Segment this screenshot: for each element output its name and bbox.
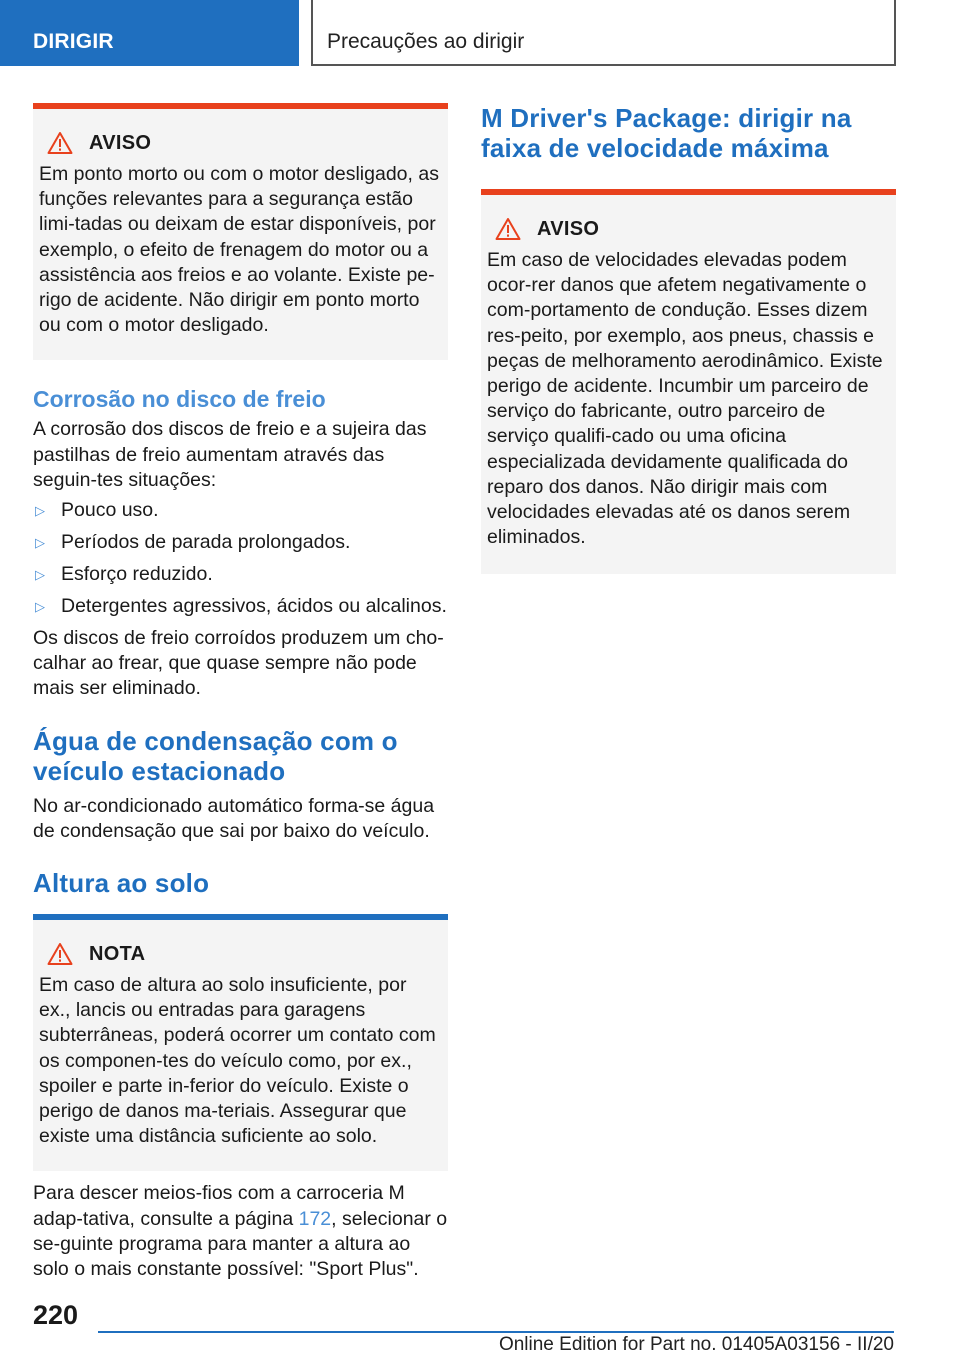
warning-header xyxy=(39,131,442,155)
warning-triangle-icon xyxy=(47,131,73,155)
list-item: ▷ Períodos de parada prolongados. xyxy=(35,531,351,554)
ground-clearance-paragraph: Para descer meios-fios com a carroceria M adap-tativa, consulte a página 172, selecionar o se-guinte programa para manter a altura ao solo o mais constante possível: "Sport Plus". xyxy=(33,1182,448,1281)
warning-box-neutral xyxy=(33,103,448,360)
page-number: 220 xyxy=(33,1300,79,1330)
note-box xyxy=(33,914,448,1171)
triangle-bullet-icon: ▷ xyxy=(35,503,45,519)
right-column xyxy=(481,103,896,574)
corrosion-list xyxy=(33,498,448,619)
page-reference-link[interactable]: 172 xyxy=(298,1207,332,1230)
left-column xyxy=(33,103,448,1282)
corrosion-intro: A corrosão dos discos de freio e a sujeira das pastilhas de freio aumentam através das seguin-tes situações: xyxy=(33,418,427,491)
chapter-tab xyxy=(0,0,299,66)
driver-package-heading: M Driver's Package: dirigir na faixa de velocidade máxima xyxy=(481,103,852,163)
warning-text: Em ponto morto ou com o motor desligado, as funções relevantes para a segurança estão limi-tadas ou deixam de estar disponíveis, por exemplo, o efeito de frenagem do motor ou a assistência aos freios e ao volante. Existe pe-rigo de acidente. Não dirigir em ponto morto ou com o motor desligado. xyxy=(39,163,439,337)
footer-divider xyxy=(98,1331,894,1333)
warning-label: AVISO xyxy=(537,217,600,240)
section-title: Precauções ao dirigir xyxy=(327,30,525,53)
ground-clearance-heading: Altura ao solo xyxy=(33,868,210,899)
list-item: ▷ Pouco uso. xyxy=(35,499,159,522)
triangle-bullet-icon: ▷ xyxy=(35,535,45,551)
condensation-heading: Água de condensação com o veículo estacionado xyxy=(33,725,398,786)
warning-label: AVISO xyxy=(89,131,152,154)
corrosion-heading: Corrosão no disco de freio xyxy=(33,386,326,413)
chapter-label: DIRIGIR xyxy=(33,30,114,53)
edition-note: Online Edition for Part no. 01405A03156 - II/20 xyxy=(498,1334,894,1355)
warning-box-speed xyxy=(481,189,896,574)
list-item: ▷ Detergentes agressivos, ácidos ou alcalinos. xyxy=(35,595,447,618)
note-header xyxy=(39,942,442,966)
corrosion-outro: Os discos de freio corroídos produzem um cho-calhar ao frear, que quase sempre não pode mais ser eliminado. xyxy=(33,627,444,700)
list-item: ▷ Esforço reduzido. xyxy=(35,563,213,586)
warning-header xyxy=(487,217,890,241)
warning-triangle-icon xyxy=(47,942,73,966)
warning-triangle-icon xyxy=(495,217,521,241)
warning-text: Em caso de velocidades elevadas podem ocor-rer danos que afetem negativamente o com-portamento de condução. Esses dizem res-peito, por exemplo, aos pneus, chassis e peças de melhoramento aerodinâmico. Existe perigo de acidente. Incumbir um parceiro de serviço do fabricante, outro parceiro de serviço qualifi-cado ou uma oficina especializada devidamente qualificada do reparo dos danos. Não dirigir mais com velocidades elevadas até os danos serem eliminados. xyxy=(487,249,883,549)
note-label: NOTA xyxy=(89,942,146,965)
condensation-text: No ar-condicionado automático forma-se água de condensação que sai por baixo do veículo. xyxy=(33,794,435,842)
note-text: Em caso de altura ao solo insuficiente, por ex., lancis ou entradas para garagens subterrâneas, poderá ocorrer um contato com os componen-tes do veículo como, por ex., spoiler e parte in-ferior do veículo. Existe o perigo de danos ma-teriais. Assegurar que existe uma distância suficiente ao solo. xyxy=(39,974,436,1148)
triangle-bullet-icon: ▷ xyxy=(35,567,45,583)
section-title-box xyxy=(311,0,896,66)
triangle-bullet-icon: ▷ xyxy=(35,599,45,615)
